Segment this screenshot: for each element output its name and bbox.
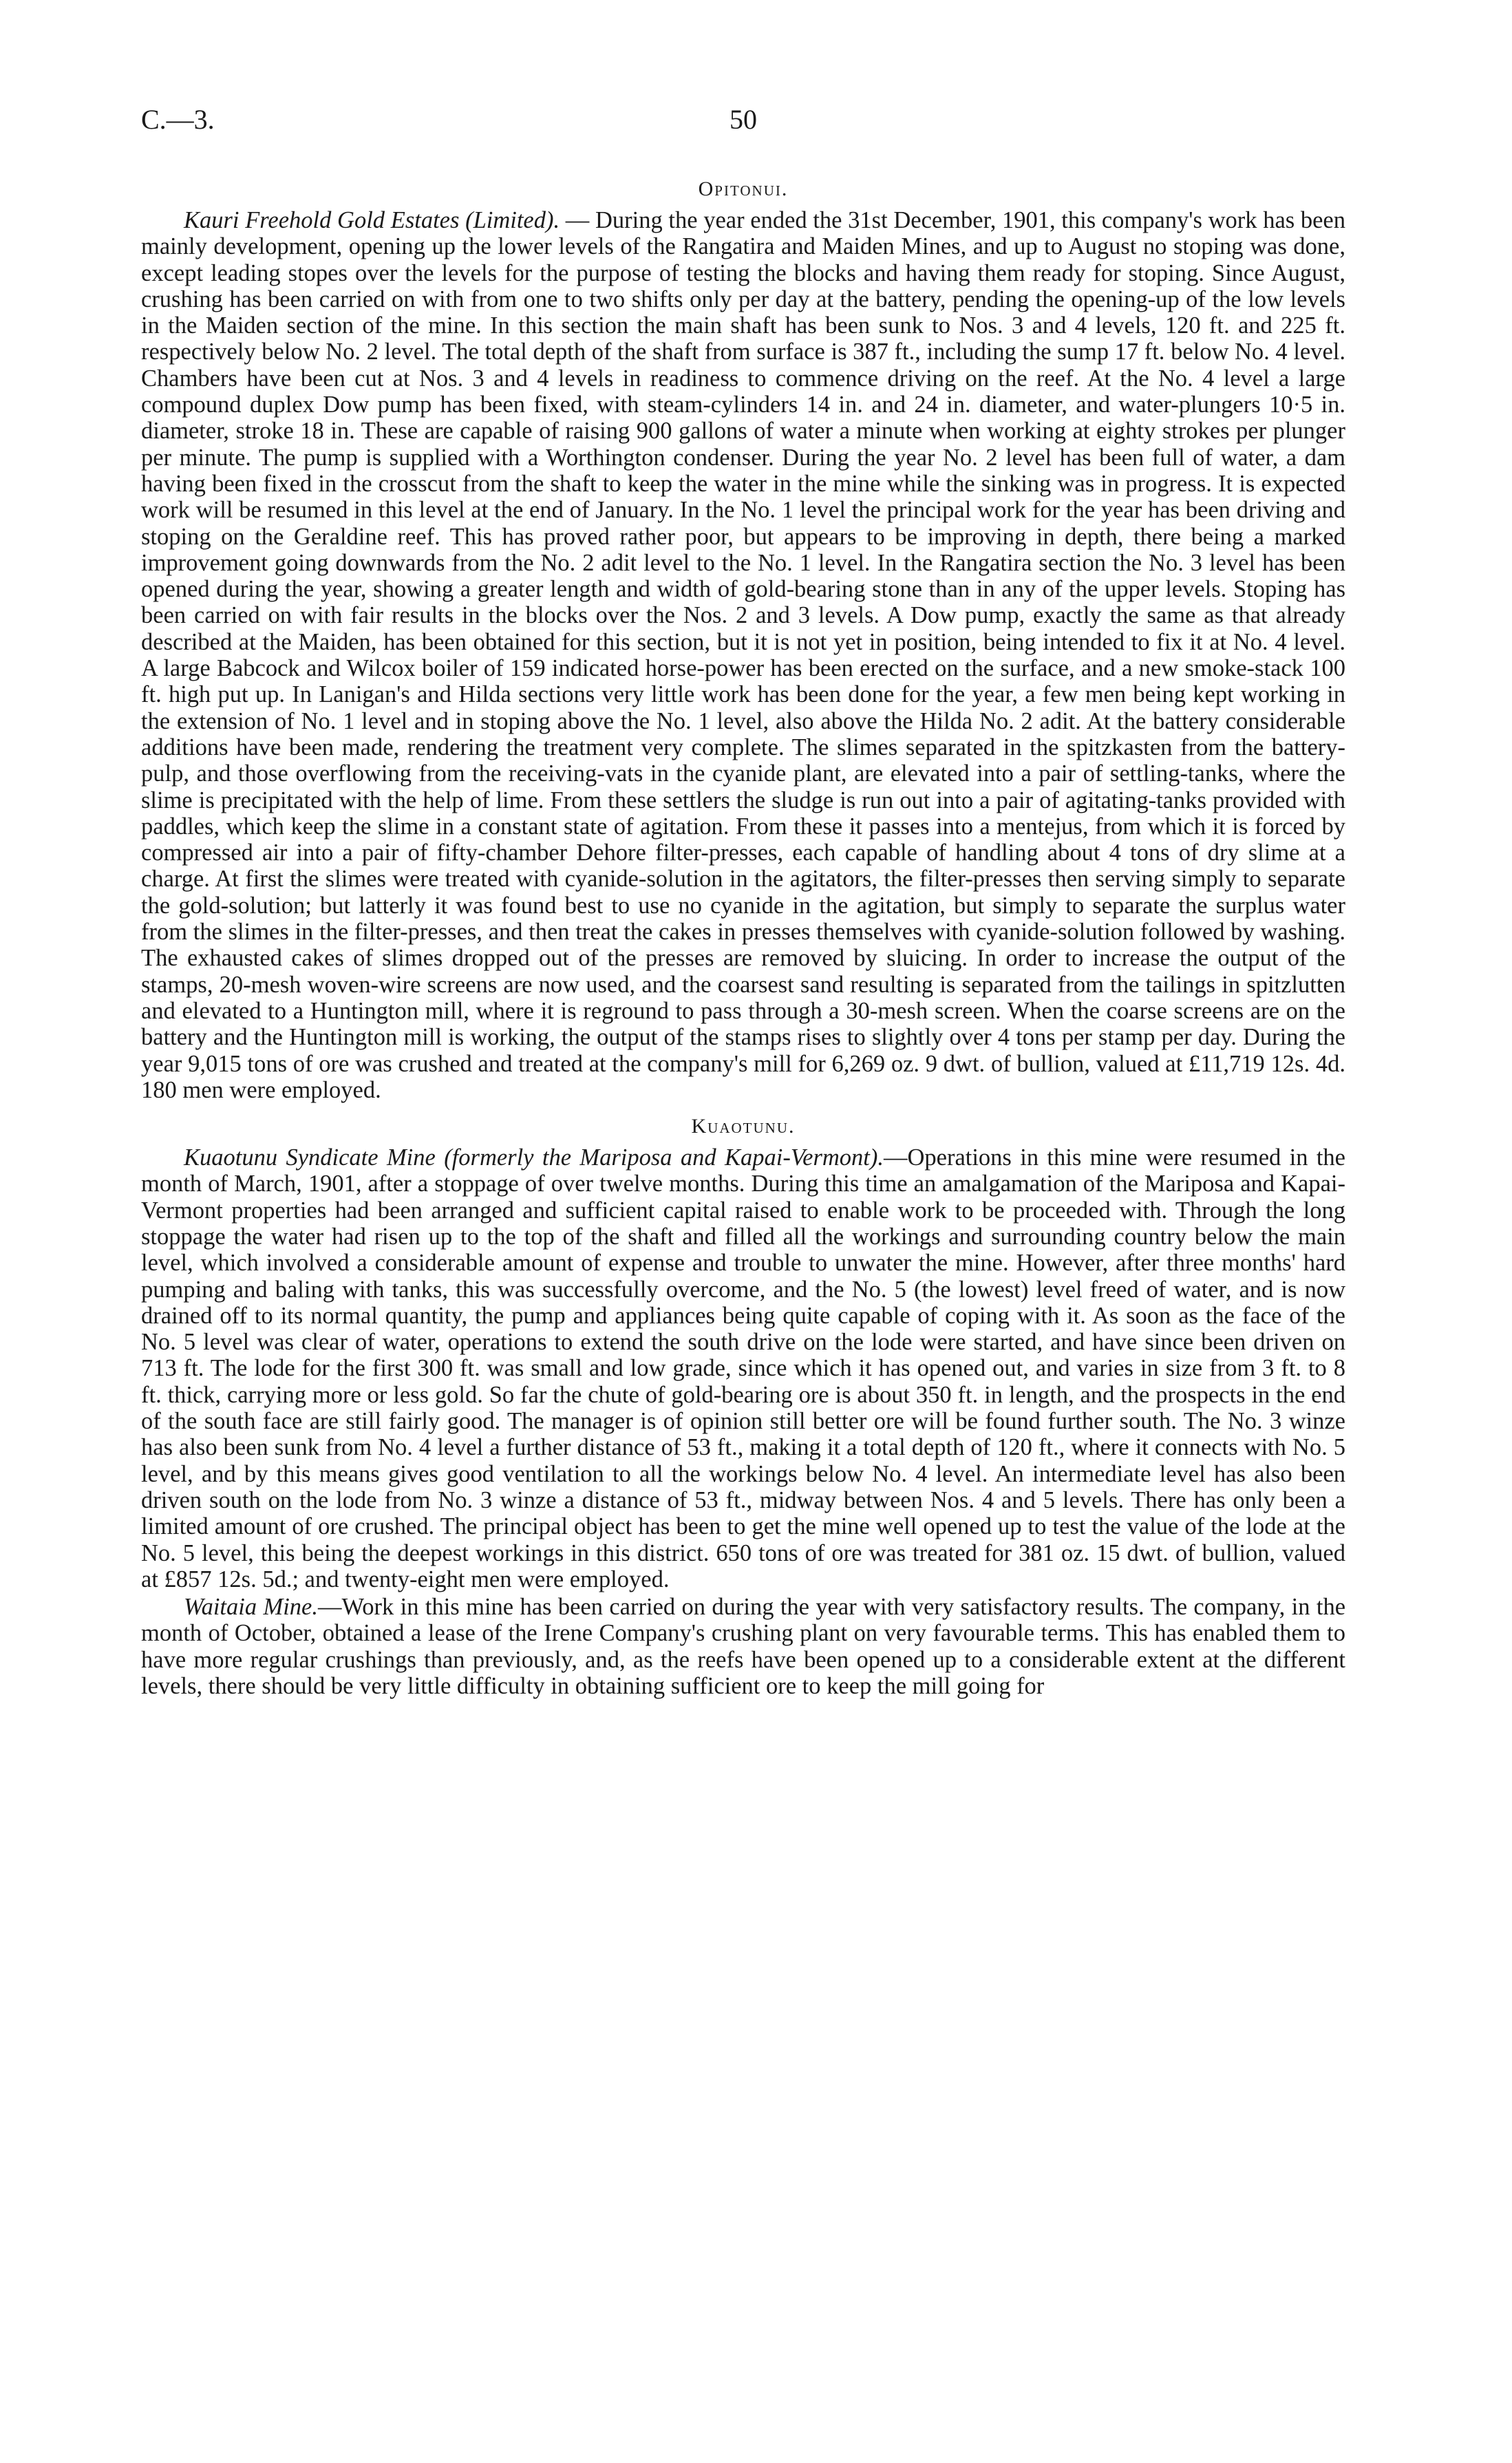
paragraph-text: —Operations in this mine were resumed in the month of March, 1901, after a stoppage of over twelve months. During this time an amalgamation of the Mariposa and Kapai-Vermont properties had been arranged and sufficient capital raised to enable work to be proceeded with. Through the long stoppage the water had risen up to the top of the shaft and filled all the workings and surrounding country below the main level, which involved a considerable amount of expense and trouble to unwater the mine. However, after three months' hard pumping and baling with tanks, this was successfully overcome, and the No. 5 (the lowest) level freed of water, and is now drained off to its normal quantity, the pump and appliances being quite capable of coping with it. As soon as the face of the No. 5 level was clear of water, operations to extend the south drive on the lode were started, and have since been driven on 713 ft. The lode for the first 300 ft. was small and low grade, since which it has opened out, and varies in size from 3 ft. to 8 ft. thick, carrying more or less gold. So far the chute of gold-bearing ore is about 350 ft. in length, and the prospects in the end of the south face are still fairly good. The manager is of opinion still better ore will be found further south. The No. 3 winze has also been sunk from No. 4 level a further distance of 53 ft., making it a total depth of 120 ft., where it connects with No. 5 level, and by this means gives good ventilation to all the workings below No. 4 level. An intermediate level has also been driven south on the lode from No. 3 winze a distance of 53 ft., midway between Nos. 4 and 5 levels. There has only been a limited amount of ore crushed. The principal object has been to get the mine well opened up to test the value of the lode at the No. 5 level, this being the deepest workings in this district. 650 tons of ore was treated for 381 oz. 15 dwt. of bullion, valued at £857 12s. 5d.; and twenty-eight men were employed.	[141, 1144, 1345, 1592]
page-body	[141, 175, 1345, 1699]
paragraph-lead: Waitaia Mine.	[184, 1594, 318, 1621]
paragraph-text: — During the year ended the 31st December, 1901, this company's work has been mainly development, opening up the lower levels of the Rangatira and Maiden Mines, and up to August no stoping was done, except leading stopes over the levels for the purpose of testing the blocks and having them ready for stoping. Since August, crushing has been carried on with from one to two shifts only per day at the battery, pending the opening-up of the low levels in the Maiden section of the mine. In this section the main shaft has been sunk to Nos. 3 and 4 levels, 120 ft. and 225 ft. respectively below No. 2 level. The total depth of the shaft from surface is 387 ft., including the sump 17 ft. below No. 4 level. Chambers have been cut at Nos. 3 and 4 levels in readiness to commence driving on the reef. At the No. 4 level a large compound duplex Dow pump has been fixed, with steam-cylinders 14 in. and 24 in. diameter, and water-plungers 10·5 in. diameter, stroke 18 in. These are capable of raising 900 gallons of water a minute when working at eighty strokes per plunger per minute. The pump is supplied with a Worthington condenser. During the year No. 2 level has been full of water, a dam having been fixed in the crosscut from the shaft to keep the water in the mine while the sinking was in progress. It is expected work will be resumed in this level at the end of January. In the No. 1 level the principal work for the year has been driving and stoping on the Geraldine reef. This has proved rather poor, but appears to be improving in depth, there being a marked improvement going downwards from the No. 2 adit level to the No. 1 level. In the Rangatira section the No. 3 level has been opened during the year, showing a greater length and width of gold-bearing stone than in any of the upper levels. Stoping has been carried on with fair results in the blocks over the Nos. 2 and 3 levels. A Dow pump, exactly the same as that already described at the Maiden, has been obtained for this section, but it is not yet in position, being intended to fix it at No. 4 level. A large Babcock and Wilcox boiler of 159 indicated horse-power has been erected on the surface, and a new smoke-stack 100 ft. high put up. In Lanigan's and Hilda sections very little work has been done for the year, a few men being kept working in the extension of No. 1 level and in stoping above the No. 1 level, also above the Hilda No. 2 adit. At the battery considerable additions have been made, rendering the treatment very complete. The slimes separated in the spitzkasten from the battery-pulp, and those overflowing from the receiving-vats in the cyanide plant, are elevated into a pair of settling-tanks, where the slime is precipitated with the help of lime. From these settlers the sludge is run out into a pair of agitating-tanks provided with paddles, which keep the slime in a constant state of agitation. From these it passes into a mentejus, from which it is forced by compressed air into a pair of fifty-chamber Dehore filter-presses, each capable of handling about 4 tons of dry slime at a charge. At first the slimes were treated with cyanide-solution in the agitators, the filter-presses then serving simply to separate the gold-solution; but latterly it was found best to use no cyanide in the agitation, but simply to separate the surplus water from the slimes in the filter-presses, and then treat the cakes in presses themselves with cyanide-solution followed by washing. The exhausted cakes of slimes dropped out of the presses are removed by sluicing. In order to increase the output of the stamps, 20-mesh woven-wire screens are now used, and the coarsest sand resulting is separated from the tailings in spitzlutten and elevated to a Huntington mill, where it is reground to pass through a 30-mesh screen. When the coarse screens are on the battery and the Huntington mill is working, the output of the stamps rises to slightly over 4 tons per stamp per day. During the year 9,015 tons of ore was crushed and treated at the company's mill for 6,269 oz. 9 dwt. of bullion, valued at £11,719 12s. 4d. 180 men were employed.	[141, 207, 1345, 1103]
paragraph-lead: Kuaotunu Syndicate Mine (formerly the Mariposa and Kapai-Vermont).	[184, 1144, 884, 1171]
document-reference: C.—3.	[141, 104, 215, 135]
page-number: 50	[730, 104, 757, 135]
paragraph-lead: Kauri Freehold Gold Estates (Limited).	[184, 207, 560, 233]
page-header	[141, 103, 1345, 145]
paragraph-kauri-freehold	[141, 207, 1345, 1103]
paragraph-kuaotunu-syndicate	[141, 1144, 1345, 1592]
section-heading-opitonui: Opitonui.	[698, 178, 789, 200]
section-heading-kuaotunu: Kuaotunu.	[691, 1115, 796, 1138]
paragraph-waitaia-mine	[141, 1594, 1345, 1699]
paragraph-text: —Work in this mine has been carried on during the year with very satisfactory results. The company, in the month of October, obtained a lease of the Irene Company's crushing plant on very favourable terms. This has enabled them to have more regular crushings than previously, and, as the reefs have been opened up to a considerable extent at the different levels, there should be very little difficulty in obtaining sufficient ore to keep the mill going for	[141, 1594, 1346, 1700]
